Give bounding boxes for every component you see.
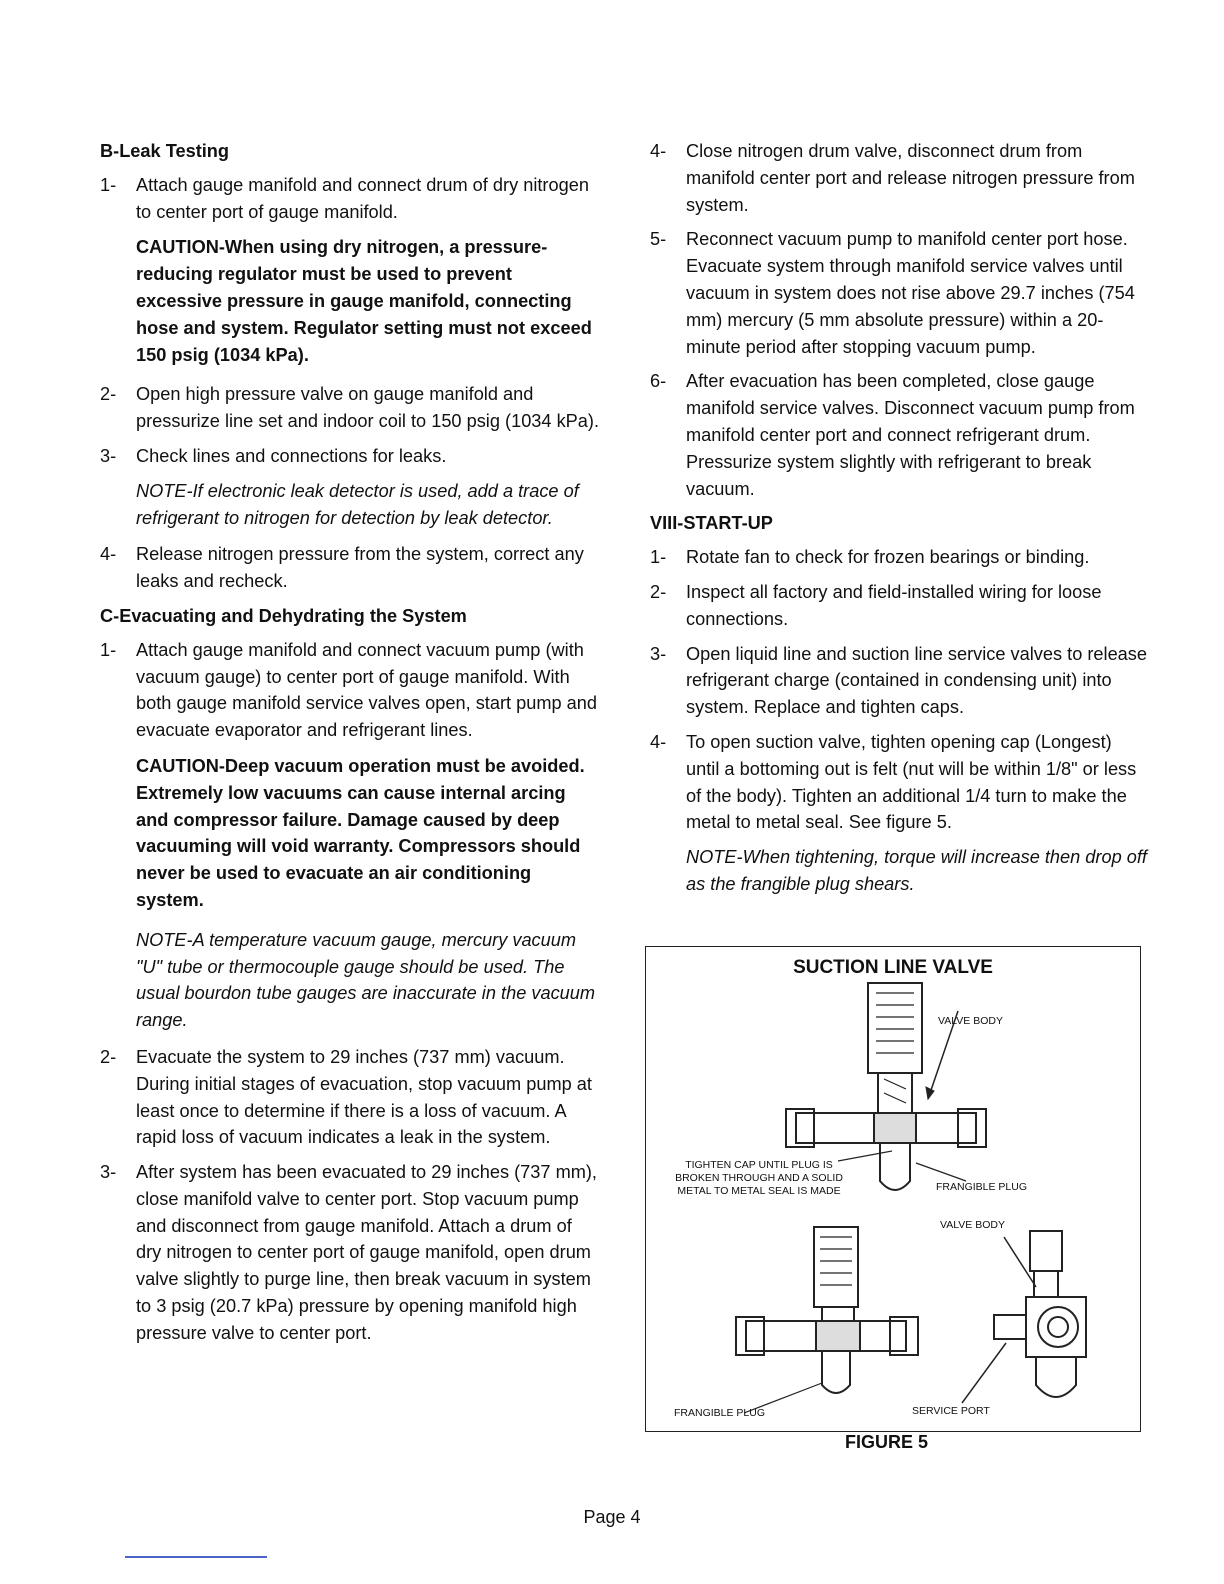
- step-number: 5-: [650, 229, 667, 250]
- list-item: [100, 172, 600, 226]
- list-item: [650, 729, 1150, 836]
- leader-valve-body-right: [1004, 1237, 1036, 1287]
- evacuating-heading: C-Evacuating and Dehydrating the System: [100, 605, 467, 626]
- right-service-port: [994, 1315, 1026, 1339]
- step-number: 3-: [650, 643, 667, 664]
- list-item: [100, 637, 600, 744]
- list-item: [650, 138, 1150, 218]
- page-number: Page 4: [583, 1507, 641, 1527]
- step-number: 3-: [100, 1162, 117, 1183]
- label-frangible-plug-right: FRANGIBLE PLUG: [936, 1181, 1028, 1193]
- startup-heading: VIII-START-UP: [650, 513, 773, 534]
- step-text: Rotate fan to check for frozen bearings or binding.: [686, 547, 1090, 568]
- list-item: [100, 443, 600, 470]
- lower-valve-stem: [822, 1307, 854, 1321]
- step-text: Attach gauge manifold and connect drum of dry nitrogen to center port of gauge manifold.: [136, 174, 589, 222]
- right-valve-port-ring: [1038, 1307, 1078, 1347]
- lower-cap-threads: [820, 1237, 852, 1285]
- step-number: 1-: [650, 547, 667, 568]
- upper-frangible-plug: [880, 1143, 910, 1190]
- step-text: Release nitrogen pressure from the system, correct any leaks and recheck.: [136, 544, 584, 592]
- figure-caption: FIGURE 5: [845, 1432, 929, 1452]
- upper-tube-right-end: [958, 1109, 986, 1147]
- step-text: Open high pressure valve on gauge manifold and pressurize line set and indoor coil to 150 psig (1034 kPa).: [136, 384, 600, 432]
- upper-tube-left-end: [786, 1109, 814, 1147]
- step-text: Attach gauge manifold and connect vacuum pump (with vacuum gauge) to center port of gauge manifold. With both gauge manifold service valves open, start pump and evacuate evaporator and refrigerant lines.: [136, 639, 598, 741]
- right-valve-neck: [1034, 1271, 1058, 1297]
- upper-junction: [874, 1113, 916, 1143]
- step-number: 1-: [100, 174, 117, 195]
- leader-service-port: [962, 1343, 1006, 1403]
- right-valve-cap: [1030, 1231, 1062, 1271]
- upper-valve-cap: [868, 983, 922, 1073]
- list-item: [650, 579, 1150, 633]
- step-number: 4-: [100, 544, 117, 565]
- list-item: [100, 381, 600, 435]
- step-text: To open suction valve, tighten opening cap (Longest) until a bottoming out is felt (nut will be within 1/8" or less of the body). Tighten an additional 1/4 turn to make the metal to metal seal. See figure 5.: [686, 731, 1137, 833]
- step-number: 4-: [650, 731, 667, 752]
- upper-stem-hatch: [884, 1079, 906, 1103]
- list-item: [100, 1044, 600, 1151]
- label-tighten-cap: TIGHTEN CAP UNTIL PLUG IS BROKEN THROUGH AND A SOLID METAL TO METAL SEAL IS MADE: [675, 1159, 843, 1197]
- arrowhead-valve-body-top: [926, 1087, 934, 1099]
- lower-tube-left-end: [736, 1317, 764, 1355]
- lower-tube-right-end: [890, 1317, 918, 1355]
- figure-suction-line-valve: [645, 946, 1141, 1432]
- note-vacuum-gauge: NOTE-A temperature vacuum gauge, mercury vacuum "U" tube or thermocouple gauge should be used. The usual bourdon tube gauges are inaccurate in the vacuum range.: [136, 929, 596, 1031]
- label-service-port: SERVICE PORT: [912, 1405, 990, 1417]
- step-number: 2-: [650, 581, 667, 602]
- upper-cap-threads: [876, 993, 914, 1053]
- step-text: Reconnect vacuum pump to manifold center port hose. Evacuate system through manifold service valves until vacuum in system does not rise above 29.7 inches (754 mm) mercury (5 mm absolute pressure) within a 20-minute period after stopping vacuum pump.: [686, 229, 1135, 357]
- step-text: Check lines and connections for leaks.: [136, 445, 447, 466]
- lower-junction: [816, 1321, 860, 1351]
- figure-title: SUCTION LINE VALVE: [793, 957, 993, 978]
- lower-valve-cap: [814, 1227, 858, 1307]
- step-text: Close nitrogen drum valve, disconnect drum from manifold center port and release nitrogen pressure from system.: [686, 141, 1135, 215]
- leader-tighten-cap: [838, 1151, 892, 1161]
- lower-frangible-plug: [822, 1351, 850, 1393]
- step-number: 6-: [650, 371, 667, 392]
- list-item: [650, 368, 1150, 502]
- caution-nitrogen: CAUTION-When using dry nitrogen, a pressure-reducing regulator must be used to prevent excessive pressure in gauge manifold, connecting hose and system. Regulator setting must not exceed 150 psig (1034 kPa).: [136, 237, 592, 365]
- label-frangible-plug-bottom: FRANGIBLE PLUG: [674, 1407, 766, 1419]
- step-text: Evacuate the system to 29 inches (737 mm) vacuum. During initial stages of evacuation, stop vacuum pump at least once to determine if there is a loss of vacuum. A rapid loss of vacuum indicates a leak in the system.: [136, 1046, 592, 1148]
- upper-valve-stem: [878, 1073, 912, 1113]
- step-number: 3-: [100, 445, 117, 466]
- note-leak-detector: NOTE-If electronic leak detector is used, add a trace of refrigerant to nitrogen for detection by leak detector.: [136, 480, 579, 528]
- label-valve-body-top: VALVE BODY: [938, 1015, 1003, 1027]
- list-item: [100, 541, 600, 595]
- step-number: 2-: [100, 384, 117, 405]
- caution-deep-vacuum: CAUTION-Deep vacuum operation must be avoided. Extremely low vacuums can cause internal arcing and compressor failure. Damage caused by deep vacuuming will void warranty. Compressors should never be used to evacuate an air conditioning system.: [136, 755, 585, 910]
- step-number: 2-: [100, 1046, 117, 1067]
- leak-testing-heading: B-Leak Testing: [100, 141, 230, 161]
- step-number: 4-: [650, 141, 667, 161]
- label-valve-body-right: VALVE BODY: [940, 1219, 1005, 1231]
- note-frangible-plug: NOTE-When tightening, torque will increase then drop off as the frangible plug shears.: [686, 847, 1147, 894]
- step-text: After system has been evacuated to 29 inches (737 mm), close manifold valve to center port. Stop vacuum pump and disconnect from gauge manifold. Attach a drum of dry nitrogen to center port of gauge manifold, open drum valve slightly to purge line, then break vacuum in system to 3 psig (20.7 kPa) pressure by opening manifold high pressure valve to center port.: [136, 1162, 597, 1343]
- right-valve-bottom: [1036, 1357, 1076, 1397]
- step-text: Open liquid line and suction line service valves to release refrigerant charge (contained in condensing unit) into system. Replace and tighten caps.: [686, 643, 1148, 718]
- footer-rule: [125, 1556, 267, 1558]
- list-item: [100, 1159, 600, 1347]
- step-text: After evacuation has been completed, close gauge manifold service valves. Disconnect vacuum pump from manifold center port and connect refrigerant drum. Pressurize system slightly with refrigerant to break vacuum.: [686, 371, 1135, 499]
- step-text: Inspect all factory and field-installed wiring for loose connections.: [686, 581, 1102, 629]
- list-item: [650, 226, 1150, 360]
- right-column: [650, 138, 1150, 908]
- step-number: 1-: [100, 639, 117, 660]
- list-item: [650, 641, 1150, 721]
- list-item: [650, 544, 1150, 571]
- left-column: [100, 138, 600, 1355]
- leader-frangible-plug-right: [916, 1163, 966, 1181]
- right-valve-port-inner: [1048, 1317, 1068, 1337]
